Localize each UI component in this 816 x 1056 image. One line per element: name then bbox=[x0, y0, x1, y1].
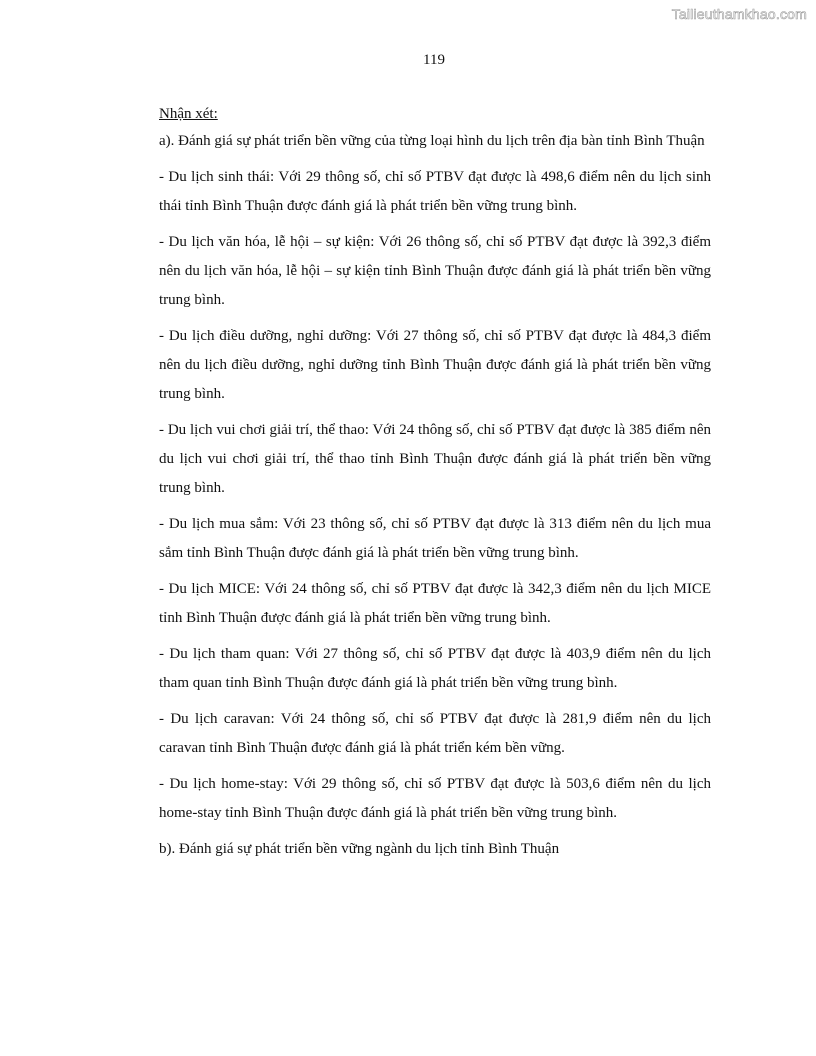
list-item: - Du lịch sinh thái: Với 29 thông số, chỉ số PTBV đạt được là 498,6 điểm nên du lịch sinh thái tỉnh Bình Thuận được đánh giá là phát triển bền vững trung bình. bbox=[159, 169, 711, 214]
list-item: - Du lịch caravan: Với 24 thông số, chỉ số PTBV đạt được là 281,9 điểm nên du lịch caravan tỉnh Bình Thuận được đánh giá là phát triển kém bền vững. bbox=[159, 711, 711, 756]
document-body bbox=[159, 102, 711, 864]
list-item: - Du lịch MICE: Với 24 thông số, chỉ số PTBV đạt được là 342,3 điểm nên du lịch MICE tỉnh Bình Thuận được đánh giá là phát triển bền vững trung bình. bbox=[159, 581, 711, 626]
list-item: - Du lịch mua sắm: Với 23 thông số, chỉ số PTBV đạt được là 313 điểm nên du lịch mua sắm tỉnh Bình Thuận được đánh giá là phát triển bền vững trung bình. bbox=[159, 516, 711, 561]
watermark: Tailieuthamkhao.com bbox=[671, 6, 807, 22]
list-item: - Du lịch vui chơi giải trí, thể thao: Với 24 thông số, chỉ số PTBV đạt được là 385 điểm nên du lịch vui chơi giải trí, thể thao tỉnh Bình Thuận được đánh giá là phát triển bền vững trung bình. bbox=[159, 422, 711, 496]
list-item: - Du lịch tham quan: Với 27 thông số, chỉ số PTBV đạt được là 403,9 điểm nên du lịch tham quan tỉnh Bình Thuận được đánh giá là phát triển bền vững trung bình. bbox=[159, 646, 711, 691]
list-item: - Du lịch văn hóa, lễ hội – sự kiện: Với 26 thông số, chỉ số PTBV đạt được là 392,3 điểm nên du lịch văn hóa, lễ hội – sự kiện tỉnh Bình Thuận được đánh giá là phát triển bền vững trung bình. bbox=[159, 234, 711, 308]
list-item: - Du lịch home-stay: Với 29 thông số, chỉ số PTBV đạt được là 503,6 điểm nên du lịch home-stay tỉnh Bình Thuận được đánh giá là phát triển bền vững trung bình. bbox=[159, 776, 711, 821]
section-b-heading: b). Đánh giá sự phát triển bền vững ngành du lịch tỉnh Bình Thuận bbox=[159, 841, 560, 857]
list-item: - Du lịch điều dưỡng, nghỉ dưỡng: Với 27 thông số, chỉ số PTBV đạt được là 484,3 điểm nên du lịch điều dưỡng, nghỉ dưỡng tỉnh Bình Thuận được đánh giá là phát triển bền vững trung bình. bbox=[159, 328, 711, 402]
section-a-heading: a). Đánh giá sự phát triển bền vững của từng loại hình du lịch trên địa bàn tỉnh Bình Thuận bbox=[159, 133, 705, 149]
page-number: 119 bbox=[423, 52, 445, 68]
remark-title: Nhận xét: bbox=[159, 106, 218, 122]
